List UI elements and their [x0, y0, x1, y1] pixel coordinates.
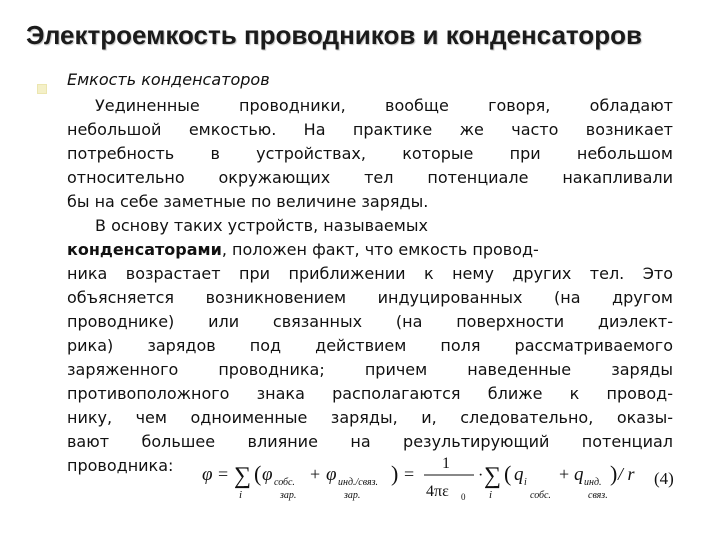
formula-sub-charge-2: зар.	[344, 490, 361, 501]
slide-title: Электроемкость проводников и конденсаторов	[26, 20, 642, 50]
formula-over-r: / r	[618, 464, 635, 484]
formula-q1: q	[514, 464, 524, 485]
paragraph-line: относительно окружающих тел потенциале накапливали	[67, 168, 673, 187]
formula-denominator: 4πε	[426, 483, 449, 500]
bullet-square	[37, 84, 47, 94]
formula-dot: ·	[478, 467, 484, 484]
formula-paren-close: )	[391, 461, 399, 486]
formula-sub-ind: инд./связ.	[338, 477, 378, 488]
bold-term: конденсаторами	[67, 240, 222, 259]
paragraph-line: объясняется возникновением индуцированных (на другом	[67, 288, 673, 307]
paragraph-line: небольшой емкостью. На практике же часто возникает	[67, 120, 673, 139]
formula-numerator: 1	[442, 455, 450, 472]
paragraph-line: В основу таких устройств, называемых	[95, 216, 428, 235]
formula-plus-2: +	[559, 464, 570, 484]
paragraph-line: противоположного знака располагаются ближе к провод-	[67, 384, 673, 403]
potential-formula	[198, 452, 688, 510]
subheading: Емкость конденсаторов	[67, 70, 270, 89]
paragraph-line: рика) зарядов под действием поля рассматриваемого	[67, 336, 673, 355]
formula-sum: ∑	[234, 463, 252, 489]
formula-q1-sub2: собс.	[530, 490, 551, 501]
formula-den-sub: 0	[461, 492, 466, 502]
formula-equals-2: =	[404, 464, 415, 484]
formula-q2-sub2: связ.	[588, 490, 608, 501]
formula-index-2: i	[489, 489, 493, 501]
formula-plus: +	[310, 464, 321, 484]
paragraph-line: ника возрастает при приближении к нему других тел. Это	[67, 264, 673, 283]
formula-paren-close-2: )	[610, 461, 618, 486]
formula-phi1: φ	[262, 464, 273, 485]
paragraph-line: потребность в устройствах, которые при небольшом	[67, 144, 673, 163]
formula-paren-open: (	[254, 461, 262, 486]
paragraph-text: , положен факт, что емкость провод-	[221, 240, 539, 259]
paragraph-line: бы на себе заметные по величине заряды.	[67, 192, 429, 211]
paragraph-line-mixed	[67, 238, 673, 262]
paragraph-line: проводнике) или связанных (на поверхности диэлект-	[67, 312, 673, 331]
paragraph-line: Уединенные проводники, вообще говоря, обладают	[95, 96, 673, 115]
paragraph-line: нику, чем одноименные заряды, и, следовательно, оказы-	[67, 408, 673, 427]
formula-paren-open-2: (	[504, 461, 512, 486]
formula-equals: =	[218, 464, 229, 484]
formula-phi: φ	[202, 464, 213, 485]
formula-sum-2: ∑	[484, 463, 502, 489]
formula-phi2: φ	[326, 464, 337, 485]
paragraph-line: проводника:	[67, 456, 174, 475]
paragraph-line: вают большее влияние на результирующий потенциал	[67, 432, 673, 451]
paragraph-line: заряженного проводника; причем наведенные заряды	[67, 360, 673, 379]
formula-index: i	[239, 489, 243, 501]
equation-number: (4)	[654, 469, 674, 488]
formula-q1-sub: i	[524, 477, 527, 488]
formula-q2-sub: инд.	[584, 477, 602, 488]
formula-sub-charge: зар.	[280, 490, 297, 501]
formula-sub-own: собс.	[274, 477, 295, 488]
formula-q2: q	[574, 464, 584, 485]
